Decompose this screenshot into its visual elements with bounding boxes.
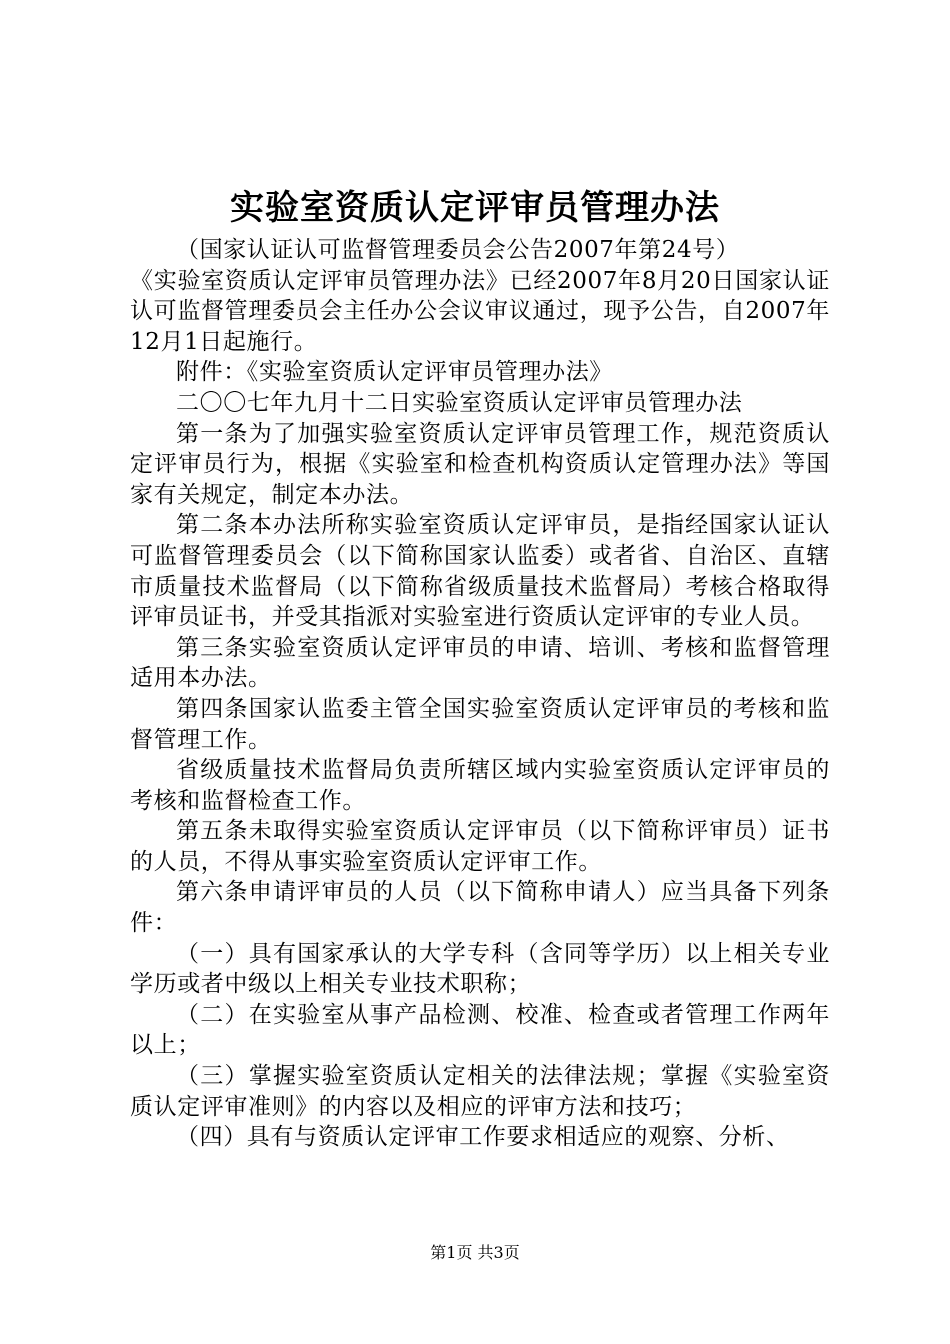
document-body (130, 235, 830, 1153)
paragraph-article-3: 第三条实验室资质认定评审员的申请、培训、考核和监督管理适用本办法。 (130, 634, 830, 692)
document-title: 实验室资质认定评审员管理办法 (230, 188, 720, 228)
paragraph-condition-3: （三）掌握实验室资质认定相关的法律法规；掌握《实验室资质认定评审准则》的内容以及相应的评审方法和技巧； (130, 1063, 830, 1120)
paragraph-article-5: 第五条未取得实验室资质认定评审员（以下简称评审员）证书的人员，不得从事实验室资质认定评审工作。 (130, 818, 830, 875)
paragraph-condition-4: （四）具有与资质认定评审工作要求相适应的观察、分析、 (176, 1124, 790, 1151)
paragraph-article-6: 第六条申请评审员的人员（以下简称申请人）应当具备下列条件： (130, 879, 830, 937)
paragraph-announcement: 《实验室资质认定评审员管理办法》已经2007年8月20日国家认证认可监督管理委员会主任办公会议审议通过，现予公告，自2007年12月1日起施行。 (130, 267, 830, 355)
paragraph-attachment: 附件：《实验室资质认定评审员管理办法》 (176, 359, 613, 386)
page-number-footer: 第1页 共3页 (430, 1243, 520, 1262)
paragraph-condition-2: （二）在实验室从事产品检测、校准、检查或者管理工作两年以上； (130, 1001, 830, 1059)
paragraph-announcement-number: （国家认证认可监督管理委员会公告2007年第24号） (176, 237, 740, 263)
paragraph-date-heading: 二〇〇七年九月十二日实验室资质认定评审员管理办法 (176, 389, 743, 416)
paragraph-article-2: 第二条本办法所称实验室资质认定评审员，是指经国家认证认可监督管理委员会（以下简称国家认监委）或者省、自治区、直辖市质量技术监督局（以下简称省级质量技术监督局）考核合格取得评审员证书，并受其指派对实验室进行资质认定评审的专业人员。 (130, 512, 830, 631)
paragraph-condition-1: （一）具有国家承认的大学专科（含同等学历）以上相关专业学历或者中级以上相关专业技术职称； (130, 940, 830, 998)
paragraph-article-4: 第四条国家认监委主管全国实验室资质认定评审员的考核和监督管理工作。 (130, 695, 830, 753)
paragraph-provincial-bureau: 省级质量技术监督局负责所辖区域内实验室资质认定评审员的考核和监督检查工作。 (130, 757, 830, 814)
paragraph-article-1: 第一条为了加强实验室资质认定评审员管理工作，规范资质认定评审员行为，根据《实验室和检查机构资质认定管理办法》等国家有关规定，制定本办法。 (130, 420, 830, 508)
